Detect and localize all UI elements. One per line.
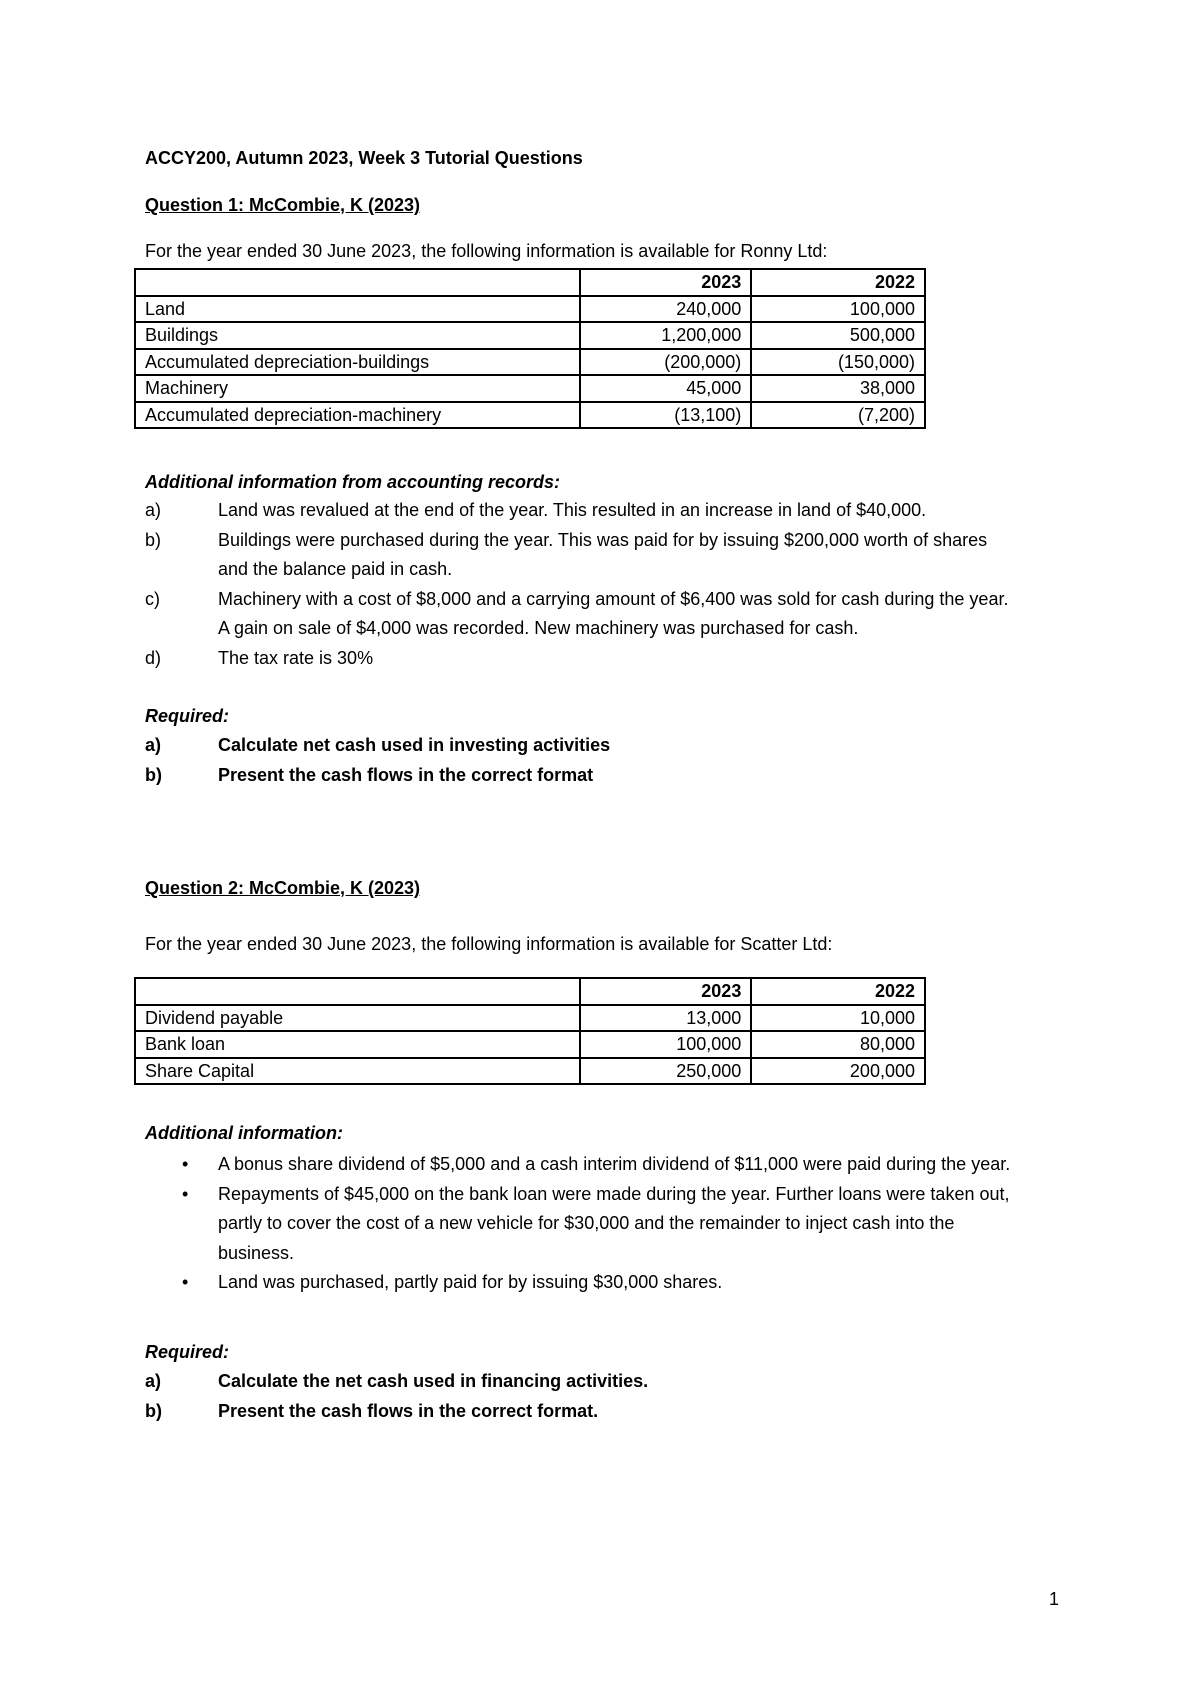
cell-2022: 80,000 xyxy=(751,1031,925,1058)
row-label: Accumulated depreciation-buildings xyxy=(135,349,580,376)
list-item xyxy=(145,585,1018,644)
list-item xyxy=(145,1397,1018,1427)
cell-2022: (7,200) xyxy=(751,402,925,429)
q1-additional-list xyxy=(145,496,1018,673)
table-row xyxy=(135,296,925,323)
row-label: Bank loan xyxy=(135,1031,580,1058)
list-text: Calculate net cash used in investing activities xyxy=(218,735,611,755)
list-item xyxy=(145,1367,1018,1397)
list-text: Repayments of $45,000 on the bank loan were made during the year. Further loans were taken out, partly to cover the cost of a new vehicle for $30,000 and the remainder to inject cash into the business. xyxy=(218,1183,1010,1263)
list-text: Present the cash flows in the correct format. xyxy=(218,1400,599,1421)
bullet-marker: • xyxy=(182,1154,189,1174)
list-marker: a) xyxy=(145,1371,162,1391)
list-text: Land was purchased, partly paid for by issuing $30,000 shares. xyxy=(218,1272,723,1292)
q1-required-list xyxy=(145,731,1018,790)
row-label: Accumulated depreciation-machinery xyxy=(135,402,580,429)
cell-2022: 38,000 xyxy=(751,375,925,402)
list-text: Calculate the net cash used in financing activities. xyxy=(218,1371,649,1391)
list-item xyxy=(145,1150,1018,1180)
header-cell xyxy=(135,978,580,1005)
q1-additional-heading: Additional information from accounting records: xyxy=(145,472,561,492)
q2-required-list xyxy=(145,1367,1018,1426)
q2-additional-heading: Additional information: xyxy=(145,1123,343,1143)
q2-heading: Question 2: McCombie, K (2023) xyxy=(145,878,421,898)
list-marker: c) xyxy=(145,588,160,609)
table-row xyxy=(135,375,925,402)
cell-2023: 100,000 xyxy=(580,1031,752,1058)
table-header-row xyxy=(135,269,925,296)
cell-2022: 200,000 xyxy=(751,1058,925,1085)
cell-2023: 250,000 xyxy=(580,1058,752,1085)
cell-2023: 1,200,000 xyxy=(580,322,752,349)
bullet-marker: • xyxy=(182,1183,189,1204)
cell-2023: 240,000 xyxy=(580,296,752,323)
cell-2022: 10,000 xyxy=(751,1005,925,1032)
list-text: Land was revalued at the end of the year. This resulted in an increase in land of $40,000. xyxy=(218,500,927,520)
list-item xyxy=(145,761,1018,791)
list-item xyxy=(145,731,1018,761)
list-marker: d) xyxy=(145,647,162,668)
list-item xyxy=(145,1268,1018,1298)
table-header-row xyxy=(135,978,925,1005)
page-number: 1 xyxy=(1049,1589,1060,1609)
list-item xyxy=(145,1180,1018,1269)
row-label: Land xyxy=(135,296,580,323)
bullet-marker: • xyxy=(182,1272,189,1292)
list-marker: a) xyxy=(145,500,162,520)
cell-2022: (150,000) xyxy=(751,349,925,376)
q2-required-heading: Required: xyxy=(145,1342,230,1362)
table-row xyxy=(135,1031,925,1058)
q1-intro: For the year ended 30 June 2023, the following information is available for Ronny Ltd: xyxy=(145,241,828,261)
list-item xyxy=(145,644,1018,674)
header-cell xyxy=(135,269,580,296)
table-row xyxy=(135,322,925,349)
list-item xyxy=(145,526,1018,585)
cell-2022: 500,000 xyxy=(751,322,925,349)
cell-2023: 45,000 xyxy=(580,375,752,402)
list-marker: b) xyxy=(145,764,162,785)
row-label: Buildings xyxy=(135,322,580,349)
cell-2022: 100,000 xyxy=(751,296,925,323)
row-label: Share Capital xyxy=(135,1058,580,1085)
q2-table xyxy=(134,977,926,1085)
header-cell: 2022 xyxy=(751,269,925,296)
table-row xyxy=(135,402,925,429)
list-text: Buildings were purchased during the year. This was paid for by issuing $200,000 worth of shares and the balance paid in cash. xyxy=(218,529,988,579)
list-marker: a) xyxy=(145,735,162,755)
list-text: A bonus share dividend of $5,000 and a cash interim dividend of $11,000 were paid during the year. xyxy=(218,1154,1011,1174)
q1-required-heading: Required: xyxy=(145,706,230,726)
cell-2023: 13,000 xyxy=(580,1005,752,1032)
q2-additional-list xyxy=(145,1150,1018,1298)
header-cell: 2023 xyxy=(580,978,752,1005)
cell-2023: (13,100) xyxy=(580,402,752,429)
row-label: Machinery xyxy=(135,375,580,402)
header-cell: 2023 xyxy=(580,269,752,296)
q1-heading: Question 1: McCombie, K (2023) xyxy=(145,195,421,215)
list-text: The tax rate is 30% xyxy=(218,647,374,668)
table-row xyxy=(135,1058,925,1085)
list-text: Machinery with a cost of $8,000 and a carrying amount of $6,400 was sold for cash during the year. A gain on sale of $4,000 was recorded. New machinery was purchased for cash. xyxy=(218,588,1009,638)
document-title: ACCY200, Autumn 2023, Week 3 Tutorial Questions xyxy=(145,148,583,168)
cell-2023: (200,000) xyxy=(580,349,752,376)
header-cell: 2022 xyxy=(751,978,925,1005)
row-label: Dividend payable xyxy=(135,1005,580,1032)
table-row xyxy=(135,349,925,376)
list-text: Present the cash flows in the correct format xyxy=(218,764,594,785)
table-row xyxy=(135,1005,925,1032)
q2-intro: For the year ended 30 June 2023, the following information is available for Scatter Ltd: xyxy=(145,934,833,954)
list-item xyxy=(145,496,1018,526)
list-marker: b) xyxy=(145,1400,162,1421)
list-marker: b) xyxy=(145,529,162,550)
q1-table xyxy=(134,268,926,429)
